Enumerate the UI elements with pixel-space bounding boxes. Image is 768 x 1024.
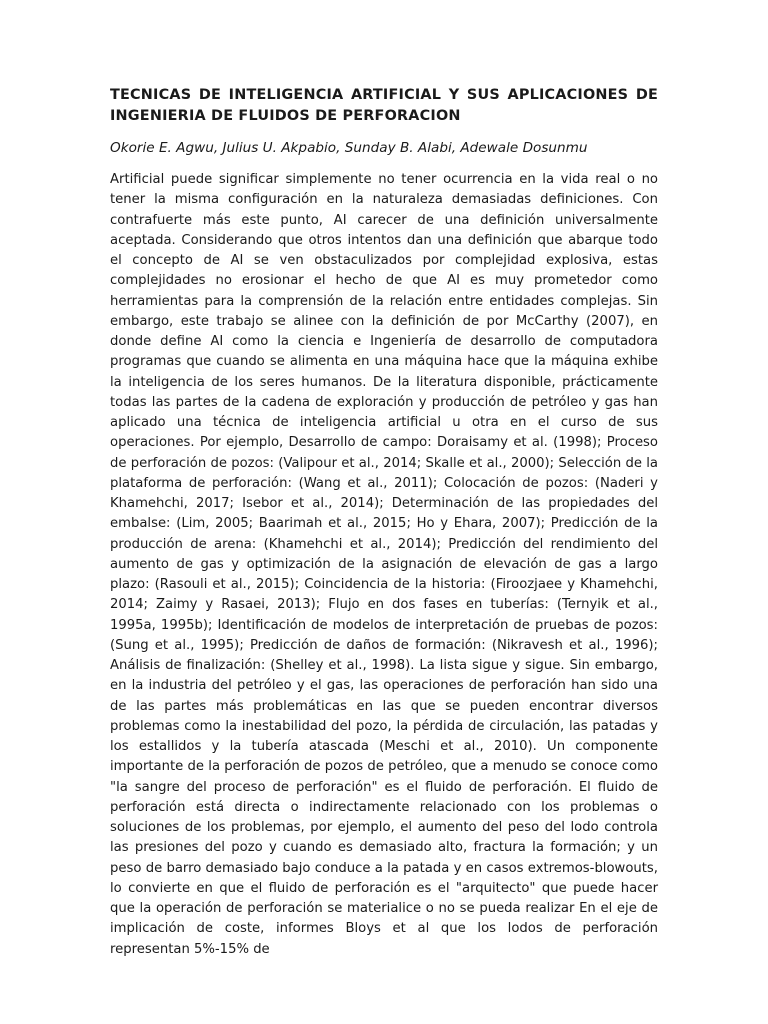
body-paragraph: Artificial puede significar simplemente no tener ocurrencia en la vida real o no tener la misma configuración en la naturaleza demasiadas definiciones. Con contrafuerte más este punto, AI carecer de una definición universalmente aceptada. Considerando que otros intentos dan una definición que abarque todo el concepto de AI se ven obstaculizados por complejidad explosiva, estas complejidades no erosionar el hecho de que AI es muy prometedor como herramientas para la comprensión de la relación entre entidades complejas. Sin embargo, este trabajo se alinee con la definición de por McCarthy (2007), en donde define AI como la ciencia e Ingeniería de desarrollo de computadora programas que cuando se alimenta en una máquina hace que la máquina exhibe la inteligencia de los seres humanos. De la literatura disponible, prácticamente todas las partes de la cadena de exploración y producción de petróleo y gas han aplicado una técnica de inteligencia artificial u otra en el curso de sus operaciones. Por ejemplo, Desarrollo de campo: Doraisamy et al. (1998); Proceso de perforación de pozos: (Valipour et al., 2014; Skalle et al., 2000); Selección de la plataforma de perforación: (Wang et al., 2011); Colocación de pozos: (Naderi y Khamehchi, 2017; Isebor et al., 2014); Determinación de las propiedades del embalse: (Lim, 2005; Baarimah et al., 2015; Ho y Ehara, 2007); Predicción de la producción de arena: (Khamehchi et al., 2014); Predicción del rendimiento del aumento de gas y optimización de la asignación de elevación de gas a largo plazo: (Rasouli et al., 2015); Coincidencia de la historia: (Firoozjaee y Khamehchi, 2014; Zaimy y Rasaei, 2013); Flujo en dos fases en tuberías: (Ternyik et al., 1995a, 1995b); Identificación de modelos de interpretación de pruebas de pozos: (Sung et al., 1995); Predicción de daños de formación: (Nikravesh et al., 1996); Análisis de finalización: (Shelley et al., 1998). La lista sigue y sigue. Sin embargo, en la industria del petróleo y el gas, las operaciones de perforación han sido una de las partes más problemáticas en las que se pueden encontrar diversos problemas como la inestabilidad del pozo, la pérdida de circulación, las patadas y los estallidos y la tubería atascada (Meschi et al., 2010). Un componente importante de la perforación de pozos de petróleo, que a menudo se conoce como "la sangre del proceso de perforación" es el fluido de perforación. El fluido de perforación está directa o indirectamente relacionado con los problemas o soluciones de los problemas, por ejemplo, el aumento del peso del lodo controla las presiones del pozo y cuando es demasiado alto, fractura la formación; y un peso de barro demasiado bajo conduce a la patada y en casos extremos-blowouts, lo convierte en que el fluido de perforación es el "arquitecto" que puede hacer que la operación de perforación se materialice o no se pueda realizar En el eje de implicación de coste, informes Bloys et al que los lodos de perforación representan 5%-15% de (110, 172, 658, 957)
author-list: Okorie E. Agwu, Julius U. Akpabio, Sunday B. Alabi, Adewale Dosunmu (110, 140, 588, 156)
document-page (110, 85, 658, 960)
document-title: TECNICAS DE INTELIGENCIA ARTIFICIAL Y SUS APLICACIONES DE INGENIERIA DE FLUIDOS DE PERFORACION (110, 87, 658, 124)
